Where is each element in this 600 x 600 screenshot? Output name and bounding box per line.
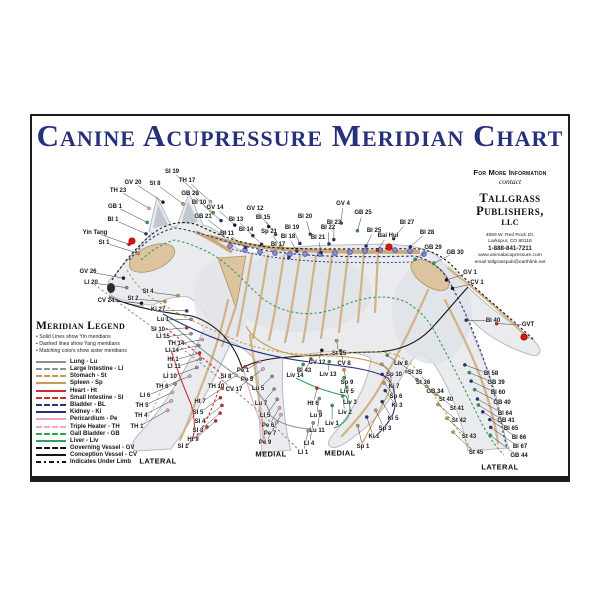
point-label: Liv 13: [319, 372, 337, 378]
point-label: Sp 3: [378, 426, 392, 432]
point-label: Bl 64: [497, 411, 513, 417]
point-label: St 4: [142, 289, 154, 295]
point-label: St 25: [331, 351, 347, 357]
legend-title: Meridian Legend: [36, 320, 126, 332]
point-label: St 43: [461, 434, 477, 440]
publisher-name-line2: Publishers,: [476, 204, 544, 219]
legend-entry: [36, 445, 156, 452]
legend-entry-label: Triple Heater - TH: [70, 423, 120, 430]
point-label: Sp 10: [385, 372, 403, 378]
point-label: GB 39: [487, 380, 505, 386]
point-label: St 2: [127, 296, 139, 302]
point-label: Ki 7: [388, 384, 400, 390]
point-label: St 35: [407, 370, 423, 376]
point-label: Bl 43: [296, 368, 312, 374]
point-label: TH 10: [207, 384, 225, 390]
point-label: Bl 18: [280, 234, 296, 240]
orientation-label: LATERAL: [139, 456, 177, 466]
legend-entry-label: Kidney - Ki: [70, 409, 102, 416]
point-label: Bl 15: [255, 215, 271, 221]
point-label: Bl 67: [512, 444, 528, 450]
legend-entry: [36, 394, 156, 401]
point-label: TH 1: [130, 424, 144, 430]
legend-line-sample: [36, 382, 66, 384]
legend-notes: [36, 334, 156, 354]
legend-entry: [36, 452, 156, 459]
point-label: GB 30: [446, 250, 464, 256]
info-heading: For More Information: [473, 168, 547, 177]
address-line: Larkspur, CO 80118: [488, 238, 532, 244]
point-label: Ki 5: [387, 416, 399, 422]
point-label: GVT: [521, 322, 535, 328]
point-label: Bl 23: [326, 220, 342, 226]
point-label: St 8: [149, 181, 161, 187]
legend-note: • Matching colors show sister meridians: [36, 348, 156, 355]
point-label: Bl 19: [284, 225, 300, 231]
point-label: Bl 58: [483, 371, 499, 377]
point-label: SI 5: [192, 410, 204, 416]
point-label: Lu 1: [156, 317, 170, 323]
point-label: LI 4: [303, 441, 315, 447]
point-label: GB 41: [497, 418, 515, 424]
website: www.animalacupressure.com: [478, 253, 542, 259]
legend-line-sample: [36, 368, 66, 370]
info-contact: contact: [498, 177, 522, 186]
point-label: Sp 6: [389, 394, 403, 400]
orientation-label: MEDIAL: [324, 448, 356, 458]
point-label: GV 1: [463, 270, 477, 276]
point-label: Bl 65: [503, 426, 519, 432]
point-label: Bl 60: [490, 390, 506, 396]
legend-entry-label: Spleen - Sp: [70, 380, 103, 387]
orientation-label: MEDIAL: [255, 449, 287, 459]
legend-entry-label: Stomach - St: [70, 373, 107, 380]
legend-entry: [36, 380, 156, 387]
point-label: Ht 6: [307, 401, 319, 407]
point-label: TH 4: [134, 413, 148, 419]
legend-entry: [36, 387, 156, 394]
point-label: St 42: [451, 418, 467, 424]
legend-line-sample: [36, 397, 66, 399]
point-label: Pe 1: [236, 368, 250, 374]
point-label: St 45: [468, 450, 484, 456]
legend-entry-label: Small Intestine - SI: [70, 394, 124, 401]
legend-line-sample: [36, 404, 66, 406]
point-label: GB 25: [354, 210, 372, 216]
legend-entry: [36, 416, 156, 423]
point-label: Pe 3: [240, 377, 254, 383]
point-label: CV 12: [308, 360, 326, 366]
legend-entry-label: Lung - Lu: [70, 358, 98, 365]
point-label: CV 17: [225, 387, 243, 393]
legend-line-sample: [36, 426, 66, 428]
point-label: Bl 11: [219, 231, 235, 237]
point-label: LI 1: [297, 450, 309, 456]
legend-entry: [36, 459, 156, 466]
phone-number: 1-888-841-7211: [488, 245, 532, 253]
legend-line-sample: [36, 418, 66, 420]
point-label: Liv 2: [338, 410, 352, 416]
point-label: GV 14: [206, 205, 224, 211]
point-label: GB 34: [426, 389, 444, 395]
point-label: Ki 3: [391, 403, 403, 409]
point-label: Pe 9: [258, 440, 272, 446]
point-label: Bl 1: [107, 217, 119, 223]
marker-dot-bai-hui: [386, 244, 392, 250]
legend-entry: [36, 423, 156, 430]
legend-line-sample: [36, 447, 66, 449]
legend-line-sample: [36, 433, 66, 435]
point-label: GB 1: [107, 204, 123, 210]
point-label: LI 14: [165, 348, 179, 354]
point-label: LI 5: [259, 413, 271, 419]
legend-line-sample: [36, 454, 66, 456]
meridian-liv: [296, 378, 350, 428]
point-label: LI 6: [139, 393, 151, 399]
point-label: Bl 66: [511, 435, 527, 441]
point-label: Bl 20: [297, 214, 313, 220]
point-label: SI 19: [164, 169, 180, 175]
point-label: St 1: [98, 240, 110, 246]
point-label: GV 26: [79, 269, 97, 275]
point-label: GB 40: [493, 400, 511, 406]
legend-entry: [36, 409, 156, 416]
point-label: Liv 8: [394, 361, 408, 367]
point-label: TH 5: [135, 403, 149, 409]
publisher-name-line3: LLC: [501, 217, 519, 228]
info-box: [453, 168, 567, 266]
legend-line-sample: [36, 440, 66, 442]
point-label: GB 44: [510, 453, 528, 459]
point-label: Bl 28: [419, 230, 435, 236]
legend-entry-label: Gall Bladder - GB: [70, 430, 120, 437]
point-label: Ht 1: [167, 357, 179, 363]
meridian-legend: [36, 320, 156, 466]
legend-line-sample: [36, 390, 66, 392]
point-label: GB 29: [424, 245, 442, 251]
point-label: SI 1: [177, 444, 189, 450]
point-label: Lu 5: [251, 386, 265, 392]
point-label: SI 8: [220, 374, 232, 380]
point-label: Liv 14: [286, 373, 304, 379]
point-label: LI 20: [84, 280, 98, 286]
legend-entry-label: Governing Vessel - GV: [70, 445, 135, 452]
legend-entries: [36, 358, 156, 466]
legend-note: • Solid Lines show Yin meridians: [36, 334, 156, 341]
point-label: Ht 9: [187, 437, 199, 443]
point-label: SI 10: [150, 327, 166, 333]
point-label: TH 14: [167, 341, 185, 347]
point-label: LI 10: [163, 374, 177, 380]
legend-entry: [36, 373, 156, 380]
point-label: Lu 7: [254, 401, 268, 407]
point-label: LI 11: [167, 364, 181, 370]
point-label: Bl 10: [191, 200, 207, 206]
point-label: LI 15: [156, 334, 170, 340]
point-label: Yin Tang: [82, 230, 108, 236]
point-label: CV 8: [337, 361, 351, 367]
email: email tallgrasspub@earthlink.net: [474, 259, 546, 265]
point-label: Liv 1: [325, 421, 339, 427]
point-label: Bl 17: [270, 242, 286, 248]
point-label: Liv 3: [343, 400, 357, 406]
point-label: St 36: [415, 380, 431, 386]
point-label: Bl 22: [320, 225, 336, 231]
legend-entry: [36, 401, 156, 408]
legend-entry: [36, 358, 156, 365]
publisher-name-line1: Tallgrass: [479, 191, 541, 205]
legend-entry-label: Bladder - BL: [70, 401, 106, 408]
legend-entry: [36, 365, 156, 372]
point-label: Pe 7: [263, 431, 277, 437]
legend-entry-label: Large Intestine - LI: [70, 366, 124, 373]
point-label: St 41: [449, 406, 465, 412]
marker-dot-gvt: [521, 334, 527, 340]
address-line: 4559 W. Red Rock Dr.: [485, 232, 535, 238]
legend-entry-label: Pericardium - Pe: [70, 416, 118, 423]
legend-line-sample: [36, 361, 66, 363]
point-label: Sp 9: [340, 380, 354, 386]
legend-line-sample: [36, 375, 66, 377]
point-label: St 40: [438, 397, 454, 403]
point-label: SI 3: [192, 428, 204, 434]
legend-entry-label: Liver - Liv: [70, 437, 99, 444]
poster-title: Canine Acupressure Meridian Chart: [36, 118, 564, 153]
point-label: Sp 1: [356, 444, 370, 450]
point-label: Ht 7: [194, 399, 206, 405]
publisher-address: [453, 233, 567, 267]
point-label: Bai Hui: [377, 233, 399, 239]
point-label: TH 6: [155, 384, 169, 390]
point-label: SI 4: [194, 419, 206, 425]
point-label: TH 17: [178, 178, 196, 184]
point-label: Liv 5: [340, 389, 354, 395]
legend-note: • Dashed lines show Yang meridians: [36, 341, 156, 348]
legend-entry-label: Indicates Under Limb: [70, 459, 132, 466]
legend-entry-label: Heart - Ht: [70, 387, 98, 394]
point-label: GB 21: [194, 214, 212, 220]
point-label: Pe 6: [261, 423, 275, 429]
point-label: GV 4: [336, 201, 350, 207]
point-label: Sp 21: [260, 229, 278, 235]
point-label: CV 1: [470, 280, 484, 286]
point-label: TH 23: [109, 188, 127, 194]
point-label: Bl 14: [238, 227, 254, 233]
legend-line-sample: [36, 411, 66, 413]
legend-line-sample: [36, 461, 66, 463]
point-label: GB 20: [181, 191, 199, 197]
legend-entry-label: Conception Vessel - CV: [70, 452, 138, 459]
point-label: Bl 25: [366, 228, 382, 234]
point-label: Bl 27: [399, 220, 415, 226]
marker-dot-yin-tang: [129, 238, 135, 244]
legend-entry: [36, 430, 156, 437]
point-label: Lu 11: [309, 428, 325, 434]
point-label: CV 24: [97, 298, 115, 304]
point-label: Lu 9: [309, 413, 323, 419]
point-label: GV 20: [124, 180, 142, 186]
point-label: Bl 40: [485, 318, 501, 324]
legend-entry: [36, 437, 156, 444]
orientation-label: LATERAL: [481, 462, 519, 472]
point-label: Ki 1: [368, 434, 380, 440]
point-label: Bl 21: [310, 235, 326, 241]
point-label: Bl 13: [228, 217, 244, 223]
point-label: GV 12: [246, 206, 264, 212]
point-label: Ki 27: [150, 307, 166, 313]
